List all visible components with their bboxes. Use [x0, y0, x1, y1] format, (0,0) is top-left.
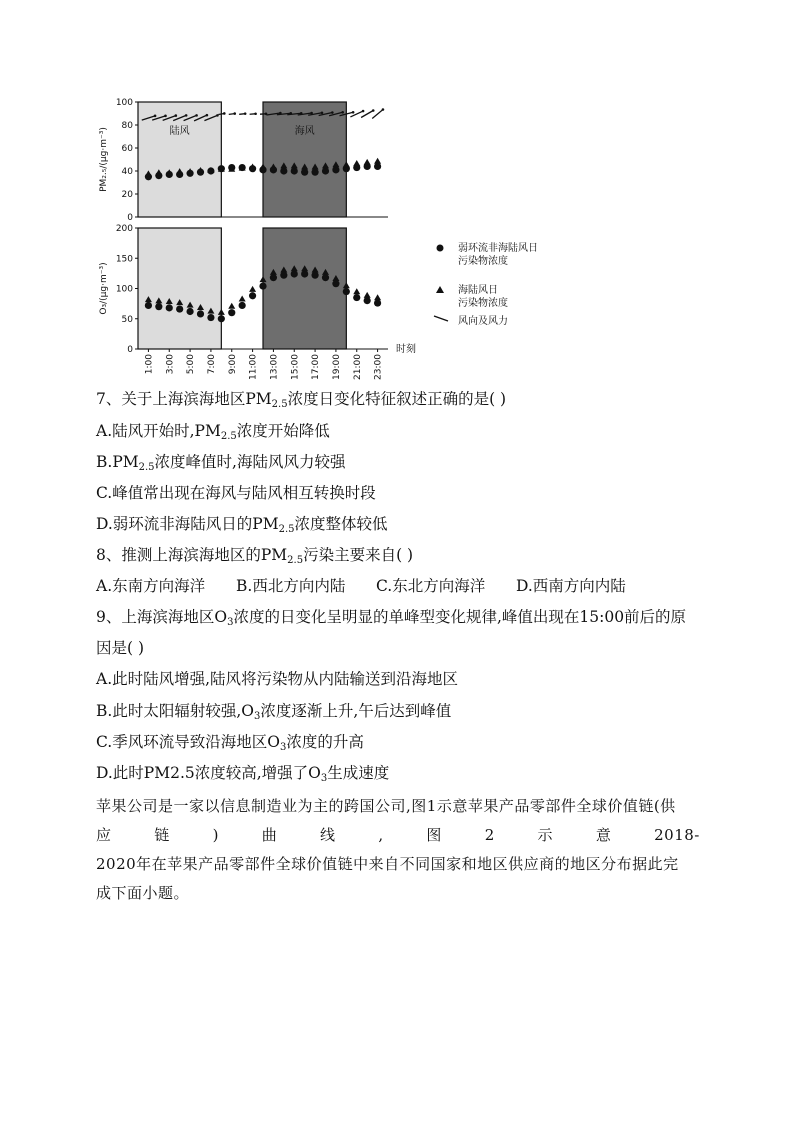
data-point-triangle	[364, 292, 371, 298]
x-tick-label: 23:00	[373, 354, 384, 380]
y-tick-label: 60	[121, 144, 133, 154]
y-tick-label: 80	[121, 121, 133, 131]
data-point-circle	[374, 299, 381, 306]
data-point-circle	[197, 310, 204, 317]
data-point-circle	[301, 270, 308, 277]
y-tick-label: 150	[115, 254, 133, 265]
question-9-option-b[interactable]: B.此时太阳辐射较强$,O_3$浓度逐渐上升,午后达到峰值	[96, 702, 452, 722]
data-point-triangle	[353, 160, 360, 166]
passage	[96, 795, 700, 911]
x-tick-label: 17:00	[311, 354, 322, 380]
passage-line-2-word: 应	[96, 826, 112, 844]
question-8-options	[96, 575, 656, 597]
data-point-triangle	[239, 296, 246, 302]
question-8-option-c[interactable]: C.东北方向海洋	[376, 577, 486, 595]
y-tick-label: 0	[127, 345, 133, 355]
passage-line-2-word: 示	[537, 826, 554, 844]
data-point-circle	[270, 274, 277, 281]
x-tick-label: 21:00	[352, 354, 363, 380]
wind-arrow-head	[331, 111, 334, 114]
land-breeze-label: 陆风	[169, 126, 190, 137]
x-tick-label: 7:00	[206, 354, 217, 375]
wind-arrow-head	[372, 109, 375, 112]
passage-line-2-word: )	[212, 826, 219, 844]
y-axis-label: O₃/(μg·m⁻³)	[99, 262, 109, 315]
data-point-triangle	[364, 159, 371, 165]
question-7-option-b[interactable]: $B.PM_{2.5}$浓度峰值时,海陆风风力较强	[96, 453, 346, 473]
x-axis-label: 时刻	[396, 344, 416, 355]
question-7-option-c[interactable]: C.峰值常出现在海风与陆风相互转换时段	[96, 484, 376, 502]
y-tick-label: 40	[121, 167, 133, 177]
legend-circle-line1: 弱环流非海陆风日	[458, 243, 538, 254]
data-point-circle	[343, 288, 350, 295]
y-tick-label: 100	[115, 284, 133, 295]
pollution-chart-svg	[90, 90, 550, 380]
data-point-circle	[291, 167, 298, 174]
passage-line-2-word: 线	[320, 826, 336, 844]
wind-arrow-head	[321, 111, 324, 114]
passage-line-2-word: 链	[154, 826, 170, 844]
circle-marker-icon	[437, 245, 444, 252]
passage-line-2-word: ,	[378, 826, 384, 844]
data-point-circle	[239, 302, 246, 309]
data-point-circle	[311, 169, 318, 176]
x-tick-label: 3:00	[165, 354, 176, 375]
data-point-circle	[166, 304, 173, 311]
question-9-option-d[interactable]: D.此时PM2.5浓度较高,增强了$O_3$生成速度	[96, 764, 390, 784]
wind-arrow-head	[233, 112, 236, 115]
y-axis-label: PM₂.₅/(μg·m⁻³)	[99, 127, 109, 192]
data-point-circle	[228, 309, 235, 316]
data-point-circle	[374, 163, 381, 170]
data-point-circle	[176, 305, 183, 312]
sea-breeze-region	[263, 228, 346, 349]
passage-line-2-word: 曲	[261, 826, 278, 844]
x-tick-label: 5:00	[186, 354, 197, 375]
data-point-circle	[311, 272, 318, 279]
passage-line-2-word: 2	[484, 826, 495, 844]
legend-triangle-line2: 污染物浓度	[458, 298, 508, 309]
x-tick-label: 13:00	[269, 354, 280, 380]
question-7-option-d[interactable]: D.弱环流非海陆风日的$PM_{2.5}$浓度整体较低	[96, 515, 388, 535]
data-point-circle	[145, 302, 152, 309]
wind-arrow-head	[175, 114, 178, 117]
data-point-circle	[186, 308, 193, 315]
data-point-triangle	[228, 303, 235, 309]
data-point-circle	[207, 314, 214, 321]
passage-line-2	[96, 824, 700, 853]
pollution-figure	[90, 90, 550, 380]
wind-arrow-head	[362, 110, 365, 113]
wind-arrow-head	[154, 115, 157, 118]
data-point-circle	[155, 303, 162, 310]
wind-arrow-head	[254, 112, 257, 115]
wind-arrow-head	[223, 112, 226, 115]
data-point-circle	[301, 169, 308, 176]
data-point-circle	[291, 270, 298, 277]
x-tick-label: 9:00	[227, 354, 238, 375]
data-point-circle	[332, 166, 339, 173]
wind-arrow-head	[185, 114, 188, 117]
wind-arrow-head	[341, 111, 344, 114]
question-7-option-a[interactable]: A.陆风开始时$,PM_{2.5}$浓度开始降低	[96, 422, 330, 442]
passage-line-1: 苹果公司是一家以信息制造业为主的跨国公司,图1示意苹果产品零部件全球价值链(供	[96, 797, 676, 815]
question-8-stem: 8、推测上海滨海地区的$PM_{2.5}$污染主要来自( )	[96, 546, 414, 566]
question-9-stem-line1: 9、上海滨海地区$O_3$浓度的日变化呈明显的单峰型变化规律,峰值出现在15:00前后的原	[96, 608, 687, 628]
question-8-option-b[interactable]: B.西北方向内陆	[236, 577, 346, 595]
data-point-triangle	[353, 288, 360, 294]
y-tick-label: 200	[115, 224, 133, 234]
data-point-circle	[218, 315, 225, 322]
data-point-circle	[322, 167, 329, 174]
data-point-circle	[280, 272, 287, 279]
y-tick-label: 20	[121, 190, 133, 200]
question-9-option-a[interactable]: A.此时陆风增强,陆风将污染物从内陆输送到沿海地区	[96, 670, 459, 688]
data-point-circle	[280, 167, 287, 174]
land-breeze-region	[138, 228, 221, 349]
legend-triangle-line1: 海陆风日	[458, 285, 498, 296]
y-tick-label: 50	[121, 314, 133, 325]
y-tick-label: 100	[115, 98, 133, 108]
wind-arrow-head	[206, 114, 209, 117]
passage-line-4: 成下面小题。	[96, 884, 190, 902]
wind-arrow-icon	[434, 316, 448, 321]
data-point-circle	[322, 274, 329, 281]
data-point-circle	[249, 292, 256, 299]
data-point-triangle	[374, 294, 381, 300]
data-point-circle	[332, 280, 339, 287]
wind-arrow-head	[382, 108, 385, 111]
passage-line-2-word: 2018-	[654, 826, 700, 844]
question-9-stem-line2: 因是( )	[96, 639, 145, 657]
wind-arrow-head	[164, 115, 167, 118]
wind-arrow-head	[216, 114, 219, 117]
data-point-circle	[364, 297, 371, 304]
question-9-option-c[interactable]: C.季风环流导致沿海地区$O_3$浓度的升高	[96, 733, 364, 753]
legend-wind-label: 风向及风力	[458, 316, 508, 327]
question-8-option-d[interactable]: D.西南方向内陆	[516, 577, 626, 595]
data-point-triangle	[249, 286, 256, 292]
sea-breeze-label: 海风	[294, 126, 315, 137]
x-tick-label: 19:00	[331, 354, 342, 380]
question-7-stem: 7、关于上海滨海地区$PM_{2.5}$浓度日变化特征叙述正确的是( )	[96, 390, 507, 410]
passage-line-2-word: 意	[595, 826, 612, 844]
wind-arrow-head	[244, 112, 247, 115]
data-point-circle	[353, 294, 360, 301]
x-tick-label: 11:00	[248, 354, 259, 380]
passage-line-2-word: 图	[426, 826, 442, 844]
data-point-triangle	[374, 158, 381, 164]
legend-circle-line2: 污染物浓度	[458, 256, 508, 267]
x-tick-label: 15:00	[290, 354, 301, 380]
wind-arrow-head	[195, 114, 198, 117]
y-tick-label: 0	[127, 213, 133, 223]
wind-arrow-head	[352, 111, 355, 114]
x-tick-label: 1:00	[144, 354, 155, 375]
sea-breeze-region	[263, 102, 346, 217]
passage-line-3: 2020年在苹果产品零部件全球价值链中来自不同国家和地区供应商的地区分布据此完	[96, 855, 679, 873]
triangle-marker-icon	[436, 286, 444, 293]
question-8-option-a[interactable]: A.东南方向海洋	[96, 577, 206, 595]
data-point-circle	[259, 282, 266, 289]
